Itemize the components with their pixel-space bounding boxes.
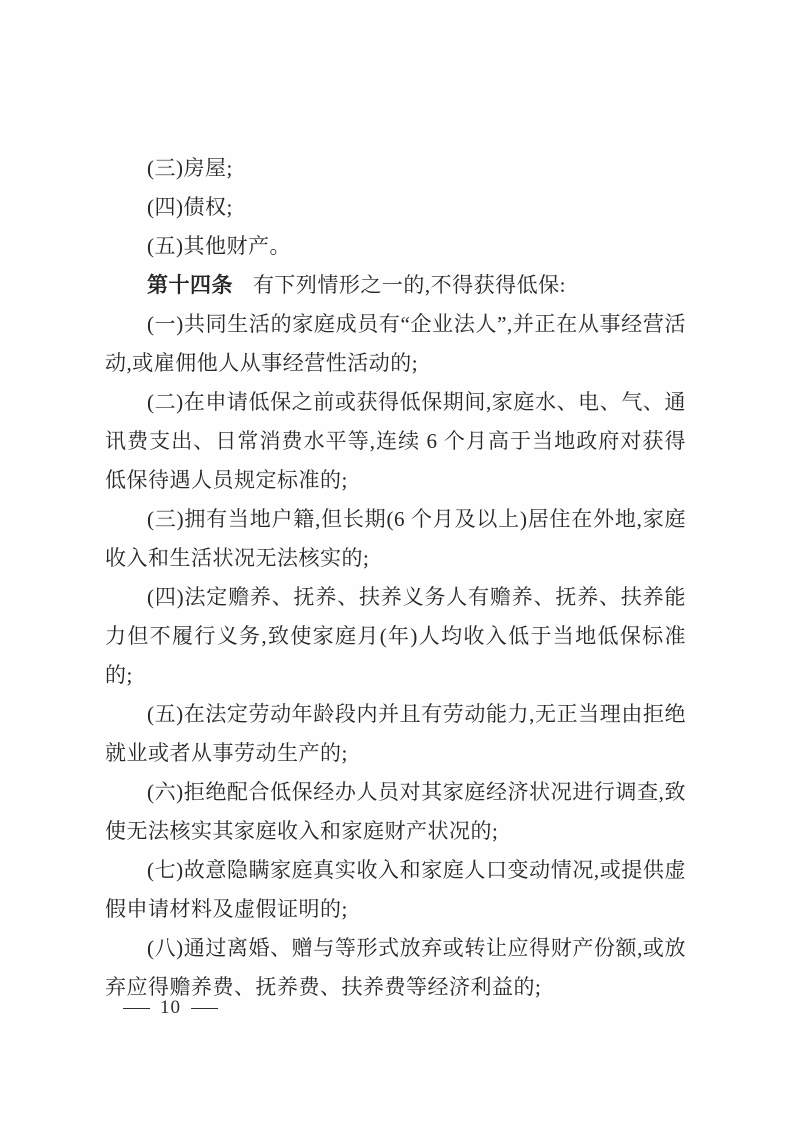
article-14-heading (105, 266, 686, 305)
clause-7: (七)故意隐瞒家庭真实收入和家庭人口变动情况,或提供虚假申请材料及虚假证明的; (105, 858, 686, 921)
list-item-house: (三)房屋; (147, 156, 233, 180)
document-body (105, 149, 686, 1007)
list-item-debt: (四)债权; (147, 195, 233, 219)
clause-4: (四)法定赡养、抚养、扶养义务人有赡养、抚养、扶养能力但不履行义务,致使家庭月(年)人均收入低于当地低保标准的; (105, 585, 686, 687)
clause-8: (八)通过离婚、赠与等形式放弃或转让应得财产份额,或放弃应得赡养费、抚养费、扶养费等经济利益的; (105, 936, 686, 999)
clause-3: (三)拥有当地户籍,但长期(6 个月及以上)居住在外地,家庭收入和生活状况无法核实的; (105, 507, 686, 570)
clause-5: (五)在法定劳动年龄段内并且有劳动能力,无正当理由拒绝就业或者从事劳动生产的; (105, 702, 686, 765)
clause-2: (二)在申请低保之前或获得低保期间,家庭水、电、气、通讯费支出、日常消费水平等,连续 6 个月高于当地政府对获得低保待遇人员规定标准的; (105, 390, 686, 492)
footer-dash-right: — (191, 997, 218, 1018)
page-footer (123, 997, 218, 1019)
clause-1: (一)共同生活的家庭成员有“企业法人”,并正在从事经营活动,或雇佣他人从事经营性活动的; (105, 312, 686, 375)
clause-6: (六)拒绝配合低保经办人员对其家庭经济状况进行调查,致使无法核实其家庭收入和家庭财产状况的; (105, 780, 686, 843)
footer-dash-left: — (123, 997, 150, 1018)
article-14-text: 有下列情形之一的,不得获得低保: (252, 273, 567, 297)
article-14-number: 第十四条 (147, 273, 233, 297)
list-item-other-property: (五)其他财产。 (147, 234, 291, 258)
page-number: 10 (160, 997, 181, 1018)
